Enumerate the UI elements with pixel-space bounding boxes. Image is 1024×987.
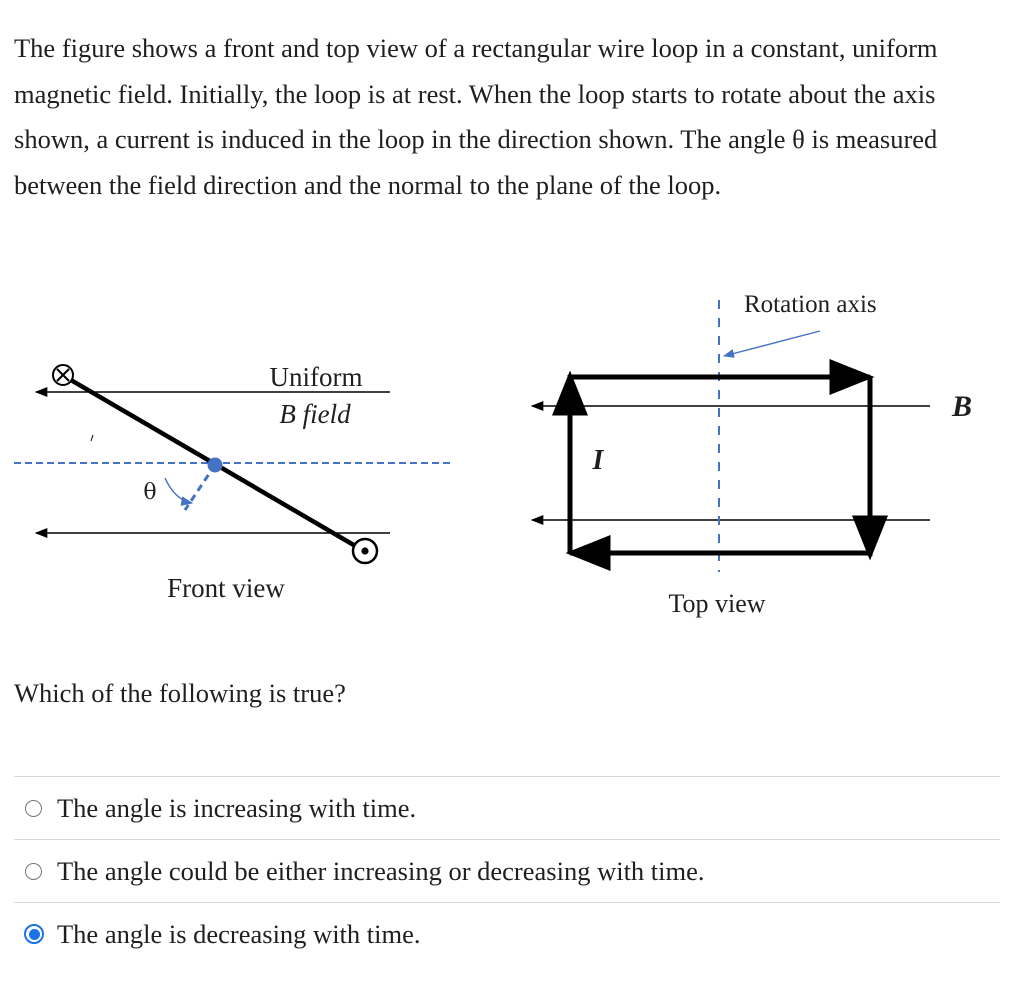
top-view-diagram bbox=[532, 291, 972, 618]
field-label-uniform: Uniform bbox=[269, 362, 363, 392]
front-view-diagram bbox=[14, 362, 450, 603]
question-text: The figure shows a front and top view of a rectangular wire loop in a constant, uniform magnetic field. Initially, the loop is at rest. When the loop starts to rotate about the axis shown, a current is induced in the loop in the direction shown. The angle θ is measured between the field direction and the normal to the plane of the loop. bbox=[14, 33, 938, 200]
radio-button[interactable] bbox=[25, 863, 42, 880]
answer-option[interactable] bbox=[14, 839, 1000, 902]
theta-label: θ bbox=[143, 480, 157, 505]
rotation-axis-label: Rotation axis bbox=[744, 291, 877, 318]
radio-button[interactable] bbox=[25, 800, 42, 817]
current-out-of-page-icon bbox=[353, 539, 377, 563]
loop-figure bbox=[0, 270, 1024, 650]
radio-button-selected[interactable] bbox=[24, 924, 44, 944]
angle-arc bbox=[165, 478, 192, 503]
answer-option-label: The angle is decreasing with time. bbox=[57, 919, 421, 949]
answer-option-label: The angle could be either increasing or decreasing with time. bbox=[57, 856, 705, 886]
axis-pointer-arrow bbox=[724, 331, 820, 356]
current-into-page-icon bbox=[53, 365, 73, 385]
answer-option-label: The angle is increasing with time. bbox=[57, 793, 417, 823]
field-label-bfield: B field bbox=[279, 399, 351, 429]
front-view-caption: Front view bbox=[167, 573, 285, 603]
question-prompt: Which of the following is true? bbox=[14, 678, 346, 708]
current-label: I bbox=[592, 445, 604, 476]
answer-options bbox=[14, 776, 1000, 965]
top-view-caption: Top view bbox=[668, 589, 766, 618]
answer-option[interactable] bbox=[14, 776, 1000, 839]
answer-option-selected[interactable] bbox=[14, 902, 1000, 965]
loop-normal-dashed bbox=[185, 465, 215, 510]
rotation-axis-point bbox=[208, 458, 223, 473]
b-field-label: B bbox=[951, 390, 973, 423]
